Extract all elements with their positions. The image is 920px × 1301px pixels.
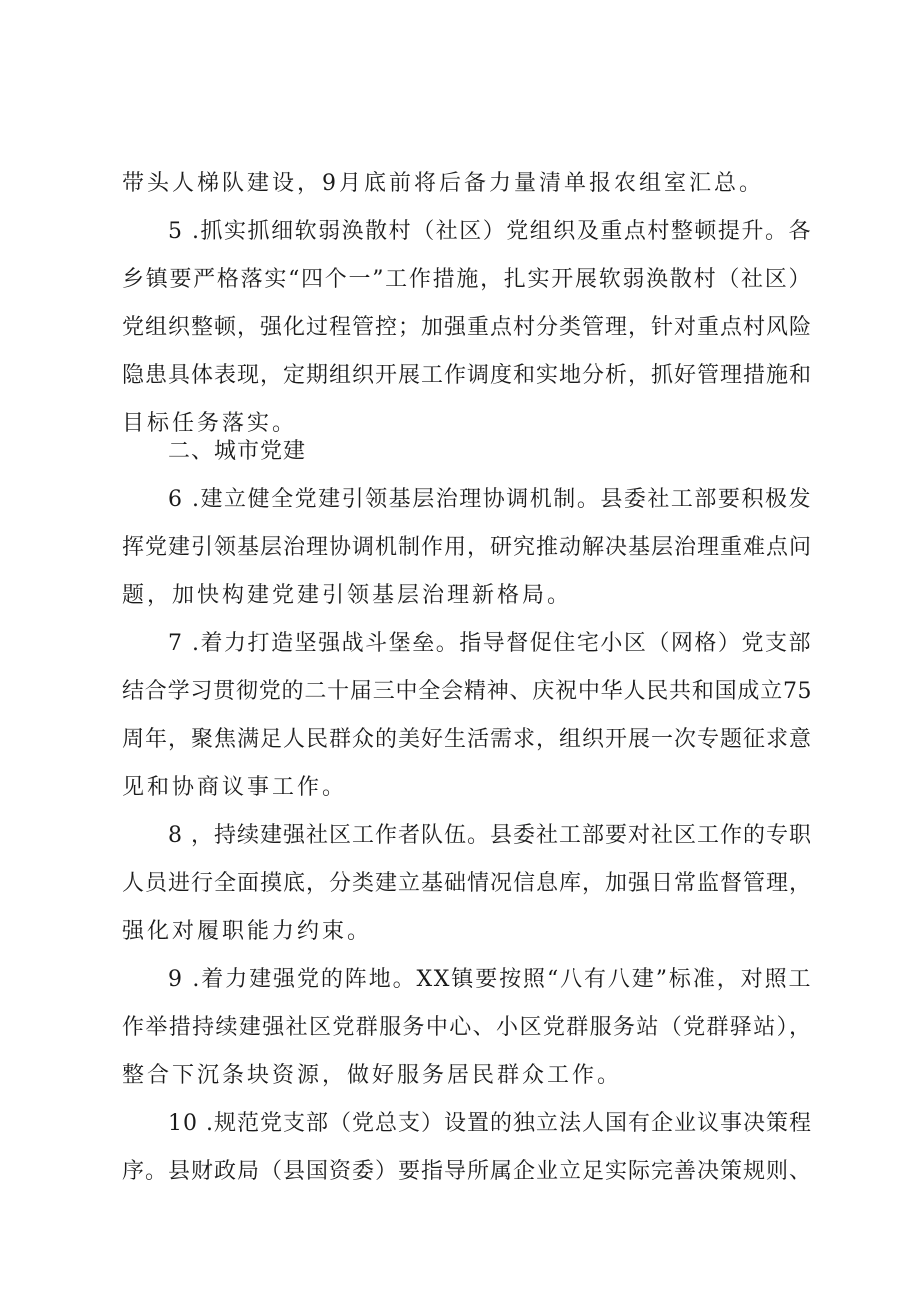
paragraph-line: 挥党建引领基层治理协调机制作用，研究推动解决基层治理重难点问 [122,535,813,560]
paragraph-line: 5 .抓实抓细软弱涣散村（社区）党组织及重点村整顿提升。各 [168,219,812,244]
paragraph-line: 7 .着力打造坚强战斗堡垒。指导督促住宅小区（网格）党支部 [168,631,812,656]
paragraph-line: 党组织整顿，强化过程管控；加强重点村分类管理，针对重点村风险 [122,315,813,340]
paragraph-line: 见和协商议事工作。 [122,775,348,800]
paragraph-line: 题，加快构建党建引领基层治理新格局。 [122,583,573,608]
paragraph-line: 9 .着力建强党的阵地。XX镇要按照“八有八建”标准，对照工 [168,967,812,992]
paragraph-line: 强化对履职能力约束。 [122,919,373,944]
paragraph-line: 人员进行全面摸底，分类建立基础情况信息库，加强日常监督管理， [122,871,813,896]
paragraph-line: 10 .规范党支部（党总支）设置的独立法人国有企业议事决策程 [168,1111,812,1136]
paragraph-line: 序。县财政局（县国资委）要指导所属企业立足实际完善决策规则、 [122,1159,813,1184]
section-heading: 二、城市党建 [168,439,307,464]
paragraph-line: 带头人梯队建设，9月底前将后备力量清单报农组室汇总。 [122,171,764,196]
paragraph-line: 8 ，持续建强社区工作者队伍。县委社工部要对社区工作的专职 [168,823,812,848]
paragraph-line: 6 .建立健全党建引领基层治理协调机制。县委社工部要积极发 [168,487,812,512]
paragraph-line: 隐患具体表现，定期组织开展工作调度和实地分析，抓好管理措施和 [122,363,813,388]
paragraph-line: 周年，聚焦满足人民群众的美好生活需求，组织开展一次专题征求意 [122,727,813,752]
paragraph-line: 目标任务落实。 [122,411,298,436]
paragraph-line: 整合下沉条块资源，做好服务居民群众工作。 [122,1063,623,1088]
paragraph-line: 结合学习贯彻党的二十届三中全会精神、庆祝中华人民共和国成立75 [122,679,812,704]
paragraph-line: 乡镇要严格落实“四个一”工作措施，扎实开展软弱涣散村（社区） [122,267,812,292]
paragraph-line: 作举措持续建强社区党群服务中心、小区党群服务站（党群驿站）， [122,1015,812,1040]
